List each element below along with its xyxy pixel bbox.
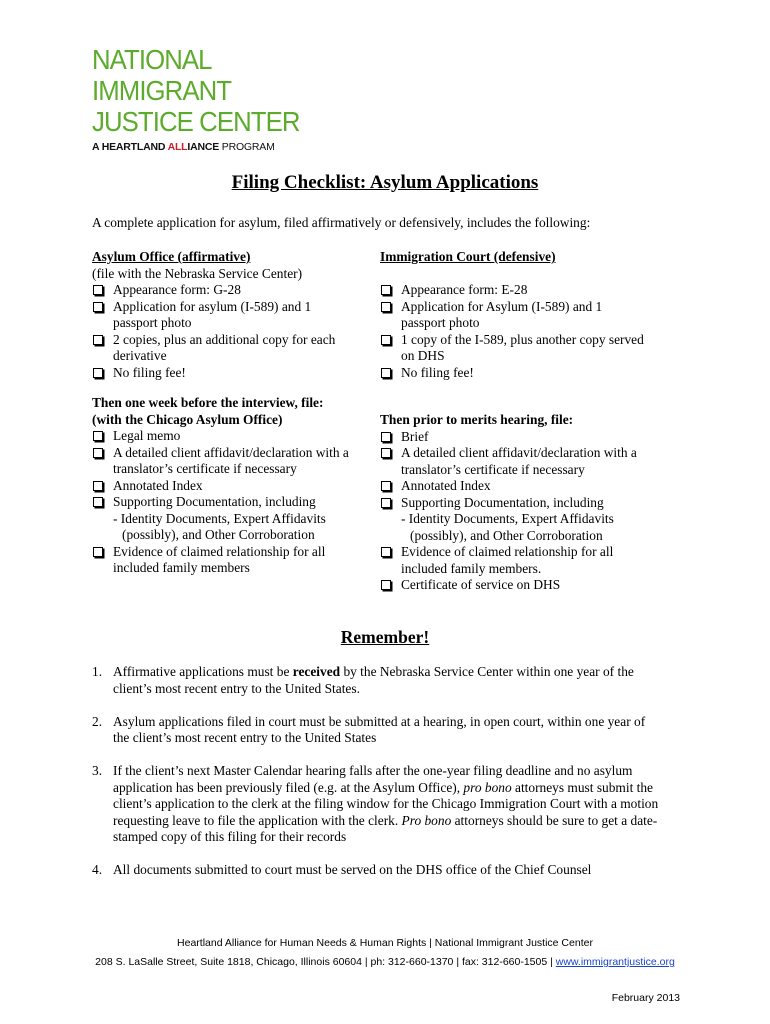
remember-list	[92, 664, 692, 895]
checkbox-icon	[381, 547, 391, 557]
logo-line-2: IMMIGRANT	[92, 75, 232, 106]
checkbox-icon	[381, 432, 391, 442]
checkbox-icon	[381, 368, 391, 378]
interview-heading: Then one week before the interview, file:	[92, 395, 324, 410]
checklist-item: Application for asylum (I-589) and 1 passport photo	[92, 299, 372, 332]
checklist-item: 2 copies, plus an additional copy for each derivative	[92, 332, 372, 365]
logo	[92, 44, 318, 153]
checklist-subitem: - Identity Documents, Expert Affidavits	[113, 510, 326, 526]
checkbox-icon	[93, 481, 103, 491]
checklist-item: Application for Asylum (I-589) and 1 passport photo	[380, 299, 670, 332]
checklist-item: Brief	[380, 429, 670, 446]
checklist-item: Appearance form: E-28	[380, 282, 670, 299]
affirmative-interview-section	[92, 395, 372, 577]
document-date: February 2013	[611, 992, 680, 1004]
checkbox-icon	[93, 431, 103, 441]
list-item: 3. If the client’s next Master Calendar hearing falls after the one-year filing deadline and no asylum application has been previously filed (e.g. at the Asylum Office), pro bono attorneys must submit the client’s application to the clerk at the filing window for the Chicago Immigration Court with a motion requesting leave to file the application with the clerk. Pro bono attorneys should be sure to get a date- stamped copy of this filing for their records	[92, 763, 659, 844]
page-title: Filing Checklist: Asylum Applications	[231, 172, 539, 193]
remember-heading: Remember!	[340, 627, 430, 647]
checkbox-icon	[381, 481, 391, 491]
list-item: 4. All documents submitted to court must be served on the DHS office of the Chief Counsel	[92, 862, 592, 877]
checkbox-icon	[93, 448, 103, 458]
checklist-item: Supporting Documentation, including	[380, 495, 670, 512]
logo-line-3: JUSTICE CENTER	[92, 106, 300, 137]
logo-line-1: NATIONAL	[92, 44, 212, 75]
defensive-column	[380, 249, 670, 381]
list-item: 1. Affirmative applications must be received by the Nebraska Service Center within one year of the client’s most recent entry to the United States.	[92, 664, 634, 696]
affirmative-column	[92, 249, 372, 381]
checklist-item: A detailed client affidavit/declaration with a translator’s certificate if necessary	[380, 445, 670, 478]
checklist-item: A detailed client affidavit/declaration with a translator’s certificate if necessary	[92, 445, 372, 478]
checkbox-icon	[381, 285, 391, 295]
intro-text: A complete application for asylum, filed affirmatively or defensively, includes the following:	[92, 215, 591, 230]
checklist-item: No filing fee!	[92, 365, 372, 382]
checkbox-icon	[93, 285, 103, 295]
checklist-item: Supporting Documentation, including	[92, 494, 372, 511]
checkbox-icon	[93, 335, 103, 345]
checklist-item: Annotated Index	[92, 478, 372, 495]
checklist-subitem: (possibly), and Other Corroboration	[122, 527, 315, 542]
checklist-item: Evidence of claimed relationship for all included family members	[92, 544, 372, 577]
footer-org: Heartland Alliance for Human Needs & Human Rights | National Immigrant Justice Center	[177, 937, 593, 949]
merits-heading: Then prior to merits hearing, file:	[380, 412, 574, 427]
checkbox-icon	[381, 302, 391, 312]
checklist-subitem: - Identity Documents, Expert Affidavits	[401, 511, 614, 526]
checkbox-icon	[93, 368, 103, 378]
checklist-item: No filing fee!	[380, 365, 670, 382]
checklist-item: Legal memo	[92, 428, 372, 445]
checkbox-icon	[381, 335, 391, 345]
checkbox-icon	[381, 580, 391, 590]
interview-subheading: (with the Chicago Asylum Office)	[92, 411, 283, 427]
affirmative-heading: Asylum Office (affirmative)	[92, 249, 251, 264]
checklist-subitem: (possibly), and Other Corroboration	[410, 527, 603, 543]
checkbox-icon	[381, 448, 391, 458]
website-link[interactable]: www.immigrantjustice.org	[555, 956, 675, 968]
list-item: 2. Asylum applications filed in court must be submitted at a hearing, in open court, within one year of the client’s most recent entry to the United States	[92, 713, 646, 745]
logo-tagline: A HEARTLAND ALLIANCE PROGRAM	[92, 141, 275, 153]
footer-address: 208 S. LaSalle Street, Suite 1818, Chicago, Illinois 60604 | ph: 312-660-1370 | fax: 312-660-1505 | www.immigrantjustice.org	[95, 956, 675, 968]
defensive-heading: Immigration Court (defensive)	[380, 249, 556, 264]
checkbox-icon	[93, 497, 103, 507]
defensive-merits-section	[380, 412, 670, 594]
checklist-item: Certificate of service on DHS	[380, 577, 670, 594]
checklist-item: Evidence of claimed relationship for all included family members.	[380, 544, 670, 577]
checkbox-icon	[93, 547, 103, 557]
checklist-item: 1 copy of the I-589, plus another copy served on DHS	[380, 332, 670, 365]
checklist-item: Appearance form: G-28	[92, 282, 372, 299]
checkbox-icon	[381, 498, 391, 508]
affirmative-subheading: (file with the Nebraska Service Center)	[92, 265, 303, 281]
checklist-item: Annotated Index	[380, 478, 670, 495]
checkbox-icon	[93, 302, 103, 312]
